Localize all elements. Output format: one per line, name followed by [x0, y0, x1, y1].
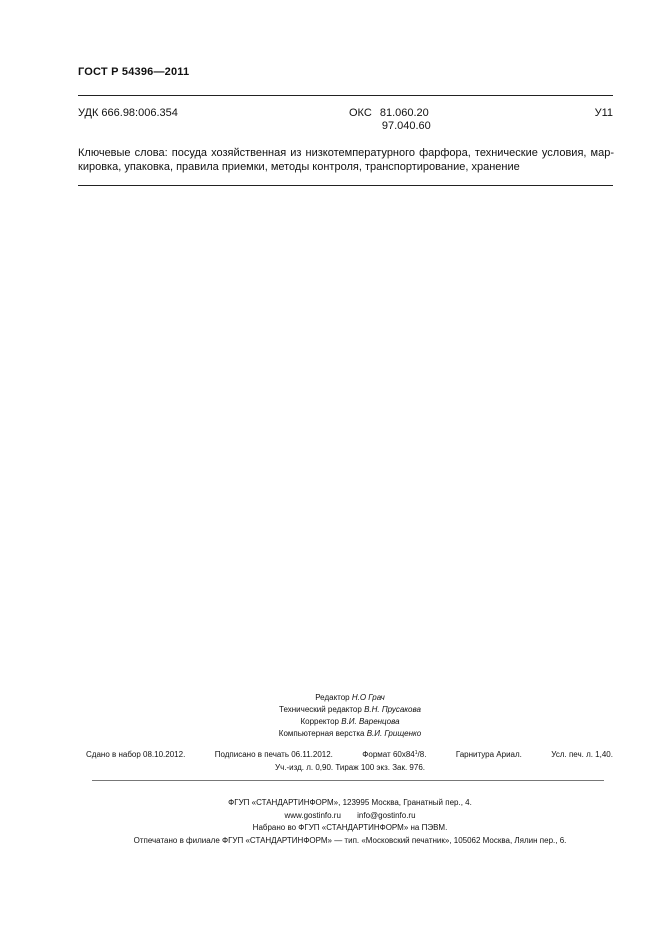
- group-code: У11: [594, 107, 613, 119]
- credit-corrector: [200, 716, 500, 728]
- standard-code: ГОСТ Р 54396—2011: [78, 66, 190, 78]
- keywords-divider: [78, 185, 613, 186]
- credit-role: Технический редактор: [279, 705, 362, 714]
- typeset-note: Набрано во ФГУП «СТАНДАРТИНФОРМ» на ПЭВМ.: [252, 823, 448, 832]
- credit-name: В.И. Грищенко: [366, 729, 422, 738]
- format-suffix: /8.: [417, 750, 427, 759]
- oks-code: 97.040.60: [381, 120, 431, 132]
- credit-role: Корректор: [300, 717, 339, 726]
- contacts: [80, 810, 620, 823]
- credit-editor: [200, 692, 500, 704]
- format-sup: 1: [414, 750, 418, 756]
- publication-details-2: Уч.-изд. л. 0,90. Тираж 100 экз. Зак. 976.: [275, 763, 425, 772]
- oks-block: [349, 107, 431, 133]
- imprint-divider: [92, 780, 604, 781]
- keywords-line: Ключевые слова: посуда хозяйственная из низкотемпературного фарфора, технические условия, мар-: [78, 147, 614, 159]
- typeface: Гарнитура Ариал.: [455, 750, 522, 759]
- credit-name: Н.О Грач: [351, 693, 385, 702]
- credit-role: Компьютерная верстка: [278, 729, 365, 738]
- format-prefix: Формат 60x84: [362, 750, 415, 759]
- website-link[interactable]: www.gostinfo.ru: [284, 810, 341, 820]
- oks-label: ОКС: [349, 107, 372, 119]
- credit-name: В.И. Варенцова: [341, 717, 400, 726]
- oks-codes: [380, 107, 431, 133]
- credit-name: В.Н. Прусакова: [364, 705, 421, 714]
- paper-format: [362, 750, 426, 759]
- keywords-paragraph: [78, 146, 614, 174]
- publication-details: [86, 750, 613, 759]
- udk-code: УДК 666.98:006.354: [78, 107, 178, 119]
- print-sheets: Усл. печ. л. 1,40.: [551, 750, 613, 759]
- email-link[interactable]: info@gostinfo.ru: [357, 810, 416, 820]
- keywords-line: кировка, упаковка, правила приемки, методы контроля, транспортирование, хранение: [78, 161, 520, 173]
- credit-layout: [200, 728, 500, 740]
- imprint-block: [80, 797, 620, 847]
- printed-note: Отпечатано в филиале ФГУП «СТАНДАРТИНФОРМ» — тип. «Московский печатник», 105062 Москва, Лялин пер., 6.: [133, 835, 567, 845]
- publisher-address: ФГУП «СТАНДАРТИНФОРМ», 123995 Москва, Гранатный пер., 4.: [228, 798, 472, 807]
- submitted-date: Сдано в набор 08.10.2012.: [86, 750, 186, 759]
- signed-date: Подписано в печать 06.11.2012.: [214, 750, 333, 759]
- credit-tech-editor: [200, 704, 500, 716]
- credits-block: [200, 692, 500, 740]
- credit-role: Редактор: [315, 693, 350, 702]
- header-divider: [78, 95, 613, 96]
- oks-code: 81.060.20: [379, 107, 429, 119]
